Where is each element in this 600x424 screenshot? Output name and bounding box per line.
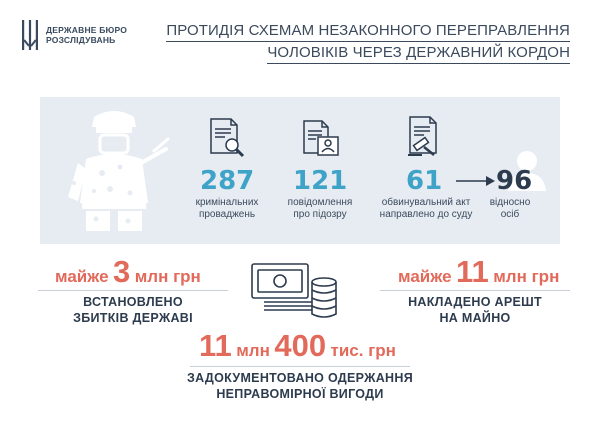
stat-suspicions-label [280,197,360,221]
stat-persons-label-1: відносно [489,197,531,208]
stat-indictments-label-1: обвинувальний акт [381,197,471,208]
damage-unit: млн грн [134,267,201,286]
document-person-icon [300,119,342,159]
stat-indictments-label-2: направлено до суду [379,209,473,220]
logo [22,20,127,50]
soldier-icon [56,105,176,235]
document-search-icon [207,117,247,161]
money-stack-icon [250,260,340,324]
stat-suspicions-label-2: про підозру [293,209,347,220]
arrest-amount [398,254,559,290]
stat-suspicions-value: 121 [293,166,348,196]
arrest-number: 11 [456,254,489,289]
stat-indictments-label [376,197,476,221]
stat-cases-label-2: проваджень [198,209,256,220]
benefit-caption-2: НЕПРАВОМІРНОЇ ВИГОДИ [216,387,384,401]
benefit-unit-1: млн [236,341,270,360]
benefit-caption [170,370,430,402]
logo-text [46,25,127,45]
arrow-right-icon [456,175,496,187]
damage-prefix: майже [55,267,109,286]
stat-indictments-value: 61 [406,166,443,196]
arrest-caption [380,294,570,326]
arrest-caption-1: НАКЛАДЕНО АРЕШТ [408,295,542,309]
benefit-caption-1: ЗАДОКУМЕНТОВАНО ОДЕРЖАННЯ [187,371,413,385]
damage-amount [55,254,201,290]
benefit-number-1: 11 [199,328,232,363]
title-line-1: ПРОТИДІЯ СХЕМАМ НЕЗАКОННОГО ПЕРЕПРАВЛЕННЯ [166,20,570,42]
page-title [166,20,570,64]
stat-cases-label-1: кримінальних [195,197,259,208]
dbr-emblem-icon [22,20,38,50]
stat-cases-value: 287 [200,166,255,196]
stat-persons-value: 96 [496,166,533,196]
arrest-prefix: майже [398,267,452,286]
damage-caption-2: ЗБИТКІВ ДЕРЖАВІ [73,311,193,325]
title-line-2: ЧОЛОВІКІВ ЧЕРЕЗ ДЕРЖАВНИЙ КОРДОН [267,42,570,64]
damage-number: 3 [113,254,131,289]
benefit-amount [199,328,396,364]
logo-line-1: ДЕРЖАВНЕ БЮРО [46,25,128,35]
damage-caption [38,294,228,326]
stats-panel [40,97,560,244]
stat-suspicions-label-1: повідомлення [287,197,353,208]
stat-persons-label [480,197,540,221]
damage-caption-1: ВСТАНОВЛЕНО [83,295,183,309]
logo-line-2: РОЗСЛІДУВАНЬ [46,35,116,45]
benefit-divider [190,366,410,367]
arrest-caption-2: НА МАЙНО [439,311,511,325]
benefit-unit-2: тис. грн [330,341,396,360]
stat-persons-label-2: осіб [500,209,520,220]
stat-cases-label [187,197,267,221]
arrest-divider [380,290,570,291]
arrest-unit: млн грн [493,267,560,286]
damage-divider [38,290,228,291]
benefit-number-2: 400 [274,328,327,363]
document-gavel-icon [404,115,446,159]
